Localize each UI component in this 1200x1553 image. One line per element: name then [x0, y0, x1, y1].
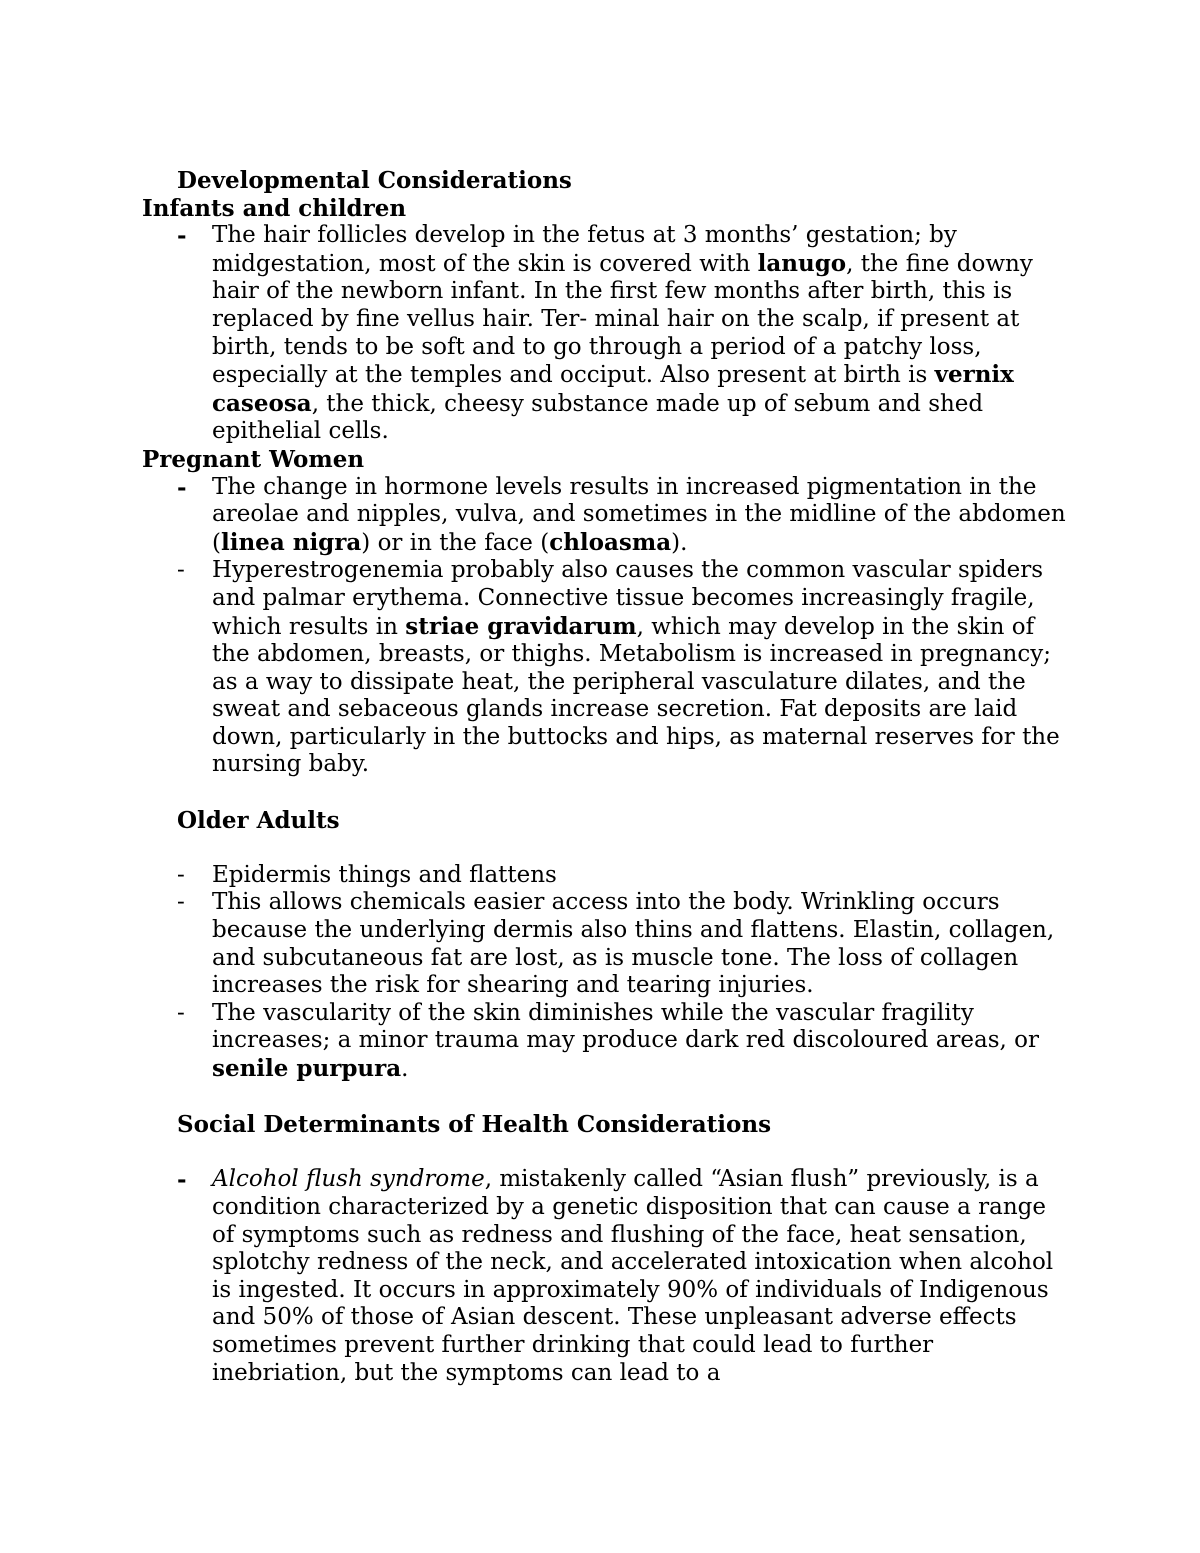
bullet-dash: - — [177, 557, 185, 584]
term-alcohol-flush-syndrome: Alcohol flush syndrome — [212, 1166, 485, 1193]
list-item: - Hyperestrogenemia probably also causes the common vascular spiders and palmar erythema. Connective tissue becomes increasingly fragile, which results in striae gravidarum, which may develop in the skin of the abdomen, breasts, or thighs. Metabolism is increased in pregnancy; as a way to dissipate heat, the peripheral vasculature dilates, and the sweat and sebaceous glands increase secretion. Fat deposits are laid down, particularly in the buttocks and hips, as maternal reserves for the nursing baby. — [177, 557, 1060, 778]
term-lanugo: lanugo — [757, 249, 847, 277]
bullet-dash: - — [177, 889, 185, 916]
bullet-dash: - — [177, 999, 185, 1026]
infants-list — [142, 222, 1072, 446]
term-senile-purpura: senile purpura — [212, 1055, 402, 1082]
social-determinants-heading: Social Determinants of Health Considerations — [177, 1111, 772, 1139]
older-adults-list — [142, 862, 1072, 1084]
spacer — [142, 834, 1072, 862]
list-item: - The vascularity of the skin diminishes while the vascular fragility increases; a minor trauma may produce dark red discoloured areas, or senile purpura. — [177, 999, 1040, 1082]
bullet-dash: - — [177, 222, 187, 250]
older-adults-heading: Older Adults — [177, 806, 340, 834]
document-body — [142, 167, 1072, 1387]
term-vernix-caseosa: vernix caseosa — [212, 361, 1014, 417]
developmental-considerations-heading: Developmental Considerations — [177, 167, 572, 194]
list-item: - Alcohol flush syndrome, mistakenly called “Asian flush” previously, is a condition characterized by a genetic disposition that can cause a range of symptoms such as redness and flushing of the face, heat sensation, splotchy redness of the neck, and accelerated intoxication when alcohol is ingested. It occurs in approximately 90% of individuals of Indigenous and 50% of those of Asian descent. These unpleasant adverse effects sometimes prevent further drinking that could lead to further inebriation, but the symptoms can lead to a — [177, 1166, 1054, 1386]
term-chloasma: chloasma — [549, 528, 672, 556]
list-item: - This allows chemicals easier access into the body. Wrinkling occurs because the underlying dermis also thins and flattens. Elastin, collagen, and subcutaneous fat are lost, as is muscle tone. The loss of collagen increases the risk for shearing and tearing injuries. — [177, 889, 1055, 999]
list-item: - Epidermis things and flattens — [177, 861, 557, 888]
spacer — [142, 779, 1072, 807]
infants-and-children-heading: Infants and children — [142, 194, 407, 222]
bullet-dash: - — [177, 473, 187, 501]
term-linea-nigra: linea nigra — [220, 528, 362, 556]
term-striae-gravidarum: striae gravidarum — [405, 612, 637, 640]
spacer — [142, 1084, 1072, 1112]
bullet-dash: - — [177, 861, 185, 888]
list-item: - The hair follicles develop in the fetus at 3 months’ gestation; by midgestation, most of the skin is covered with lanugo, the fine downy hair of the newborn infant. In the first few months after birth, this is replaced by fine vellus hair. Ter- minal hair on the scalp, if present at birth, tends to be soft and to go through a period of a patchy loss, especially at the temples and occiput. Also present at birth is vernix caseosa, the thick, cheesy substance made up of sebum and shed epithelial cells. — [177, 222, 1033, 445]
pregnant-list — [142, 474, 1072, 780]
pregnant-women-heading: Pregnant Women — [142, 445, 365, 473]
social-determinants-list — [142, 1166, 1072, 1387]
spacer — [142, 1139, 1072, 1167]
list-item: - The change in hormone levels results in increased pigmentation in the areolae and nipples, vulva, and sometimes in the midline of the abdomen (linea nigra) or in the face (chloasma). — [177, 473, 1066, 556]
bullet-dash: - — [177, 1166, 187, 1194]
